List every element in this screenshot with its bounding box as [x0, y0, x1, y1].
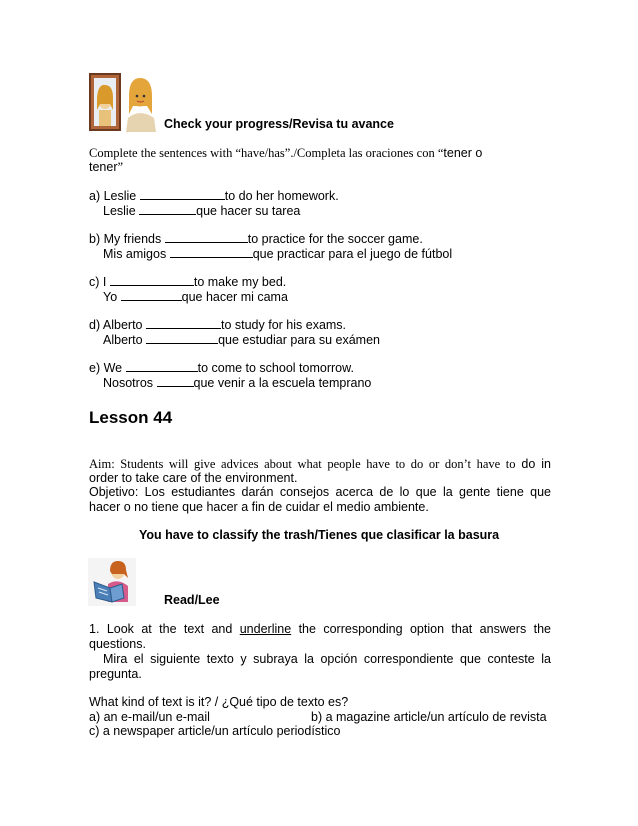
classify-heading: You have to classify the trash/Tienes que clasificar la basura	[139, 528, 500, 542]
answer-blank[interactable]	[139, 203, 196, 215]
exercise-item-b: b) My friends to practice for the soccer game.	[89, 232, 423, 246]
answer-blank[interactable]	[121, 289, 182, 301]
answer-blank[interactable]	[146, 332, 218, 344]
exercise-item-a-es: Leslie que hacer su tarea	[103, 204, 301, 218]
answer-blank[interactable]	[165, 231, 248, 243]
read-label: Read/Lee	[164, 593, 220, 607]
reading-girl-illustration	[88, 558, 136, 606]
question-1: 1. Look at the text and underline the corresponding option that answers the questions.	[89, 622, 551, 651]
text-type-question: What kind of text is it? / ¿Qué tipo de texto es?	[89, 695, 349, 709]
exercise-item-b-es: Mis amigos que practicar para el juego de fútbol	[103, 247, 453, 261]
lesson-aim: Aim: Students will give advices about what people have to do or don’t have to do in	[89, 457, 551, 471]
exercise-item-d: d) Alberto to study for his exams.	[89, 318, 347, 332]
answer-blank[interactable]	[157, 375, 194, 387]
lesson-aim-line2: order to take care of the environment.	[89, 471, 298, 485]
lesson-title: Lesson 44	[89, 408, 173, 427]
lesson-objective: Objetivo: Los estudiantes darán consejos acerca de lo que la gente tiene que hacer o no tiene que hacer a fin de cuidar el medio ambiente.	[89, 485, 551, 514]
question-1-es: Mira el siguiente texto y subraya la opción correspondiente que conteste la pregunta.	[89, 652, 551, 681]
mirror-girl-illustration	[88, 70, 164, 134]
exercise-item-d-es: Alberto que estudiar para su exámen	[103, 333, 381, 347]
exercise-item-e-es: Nosotros que venir a la escuela temprano	[103, 376, 372, 390]
answer-blank[interactable]	[146, 317, 221, 329]
exercise-item-e: e) We to come to school tomorrow.	[89, 361, 354, 375]
exercise-item-c-es: Yo que hacer mi cama	[103, 290, 288, 304]
exercise-item-c: c) I to make my bed.	[89, 275, 287, 289]
progress-instructions: Complete the sentences with “have/has”./Completa las oraciones con “tener o	[89, 146, 483, 160]
answer-blank[interactable]	[140, 188, 225, 200]
answer-blank[interactable]	[110, 274, 194, 286]
option-c[interactable]: c) a newspaper article/un artículo periodístico	[89, 724, 341, 738]
progress-title: Check your progress/Revisa tu avance	[164, 117, 394, 131]
option-a[interactable]: a) an e-mail/un e-mail	[89, 710, 210, 724]
exercise-item-a: a) Leslie to do her homework.	[89, 189, 339, 203]
option-b[interactable]: b) a magazine article/un artículo de revista	[311, 710, 547, 724]
progress-instructions-line2: tener”	[89, 160, 124, 174]
answer-blank[interactable]	[170, 246, 253, 258]
answer-blank[interactable]	[126, 360, 198, 372]
